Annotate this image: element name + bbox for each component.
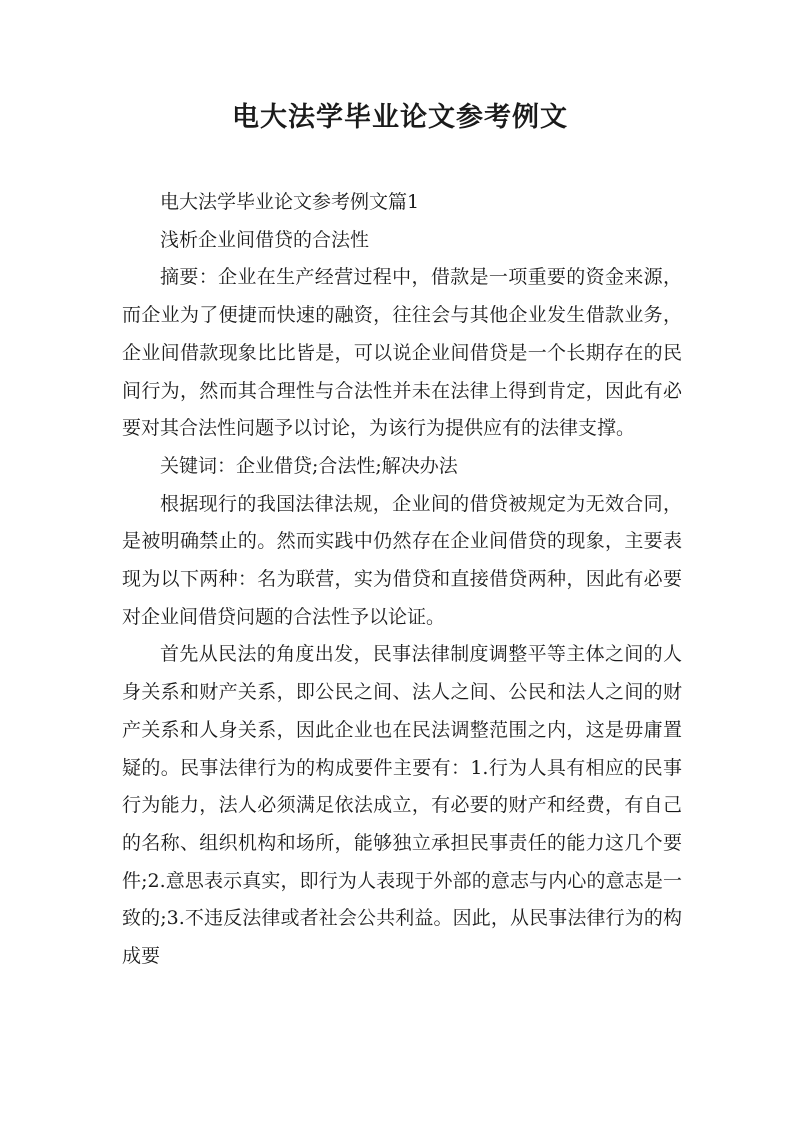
body-paragraph: 首先从民法的角度出发，民事法律制度调整平等主体之间的人身关系和财产关系，即公民之间、法人之间、公民和法人之间的财产关系和人身关系，因此企业也在民法调整范围之内，这是毋庸置疑的。民事法律行为的构成要件主要有：1.行为人具有相应的民事行为能力，法人必须满足依法成立，有必要的财产和经费，有自己的名称、组织机构和场所，能够独立承担民事责任的能力这几个要件;2.意思表示真实，即行为人表现于外部的意志与内心的意志是一致的;3.不违反法律或者社会公共利益。因此，从民事法律行为的构成要 [122, 643, 682, 968]
abstract-paragraph: 摘要：企业在生产经营过程中，借款是一项重要的资金来源，而企业为了便捷而快速的融资，往往会与其他企业发生借款业务，企业间借款现象比比皆是，可以说企业间借贷是一个长期存在的民间行为，然而其合理性与合法性并未在法律上得到肯定，因此有必要对其合法性问题予以讨论，为该行为提供应有的法律支撑。 [122, 266, 682, 440]
paper-title: 浅析企业间借贷的合法性 [160, 228, 370, 251]
document-title: 电大法学毕业论文参考例文 [232, 102, 568, 133]
keywords-line: 关键词：企业借贷;合法性;解决办法 [160, 454, 458, 477]
section-heading: 电大法学毕业论文参考例文篇1 [160, 191, 420, 213]
document-body [122, 184, 682, 976]
body-paragraph: 根据现行的我国法律法规，企业间的借贷被规定为无效合同，是被明确禁止的。然而实践中仍然存在企业间借贷的现象，主要表现为以下两种：名为联营，实为借贷和直接借贷两种，因此有必要对企业间借贷问题的合法性予以论证。 [122, 492, 682, 628]
